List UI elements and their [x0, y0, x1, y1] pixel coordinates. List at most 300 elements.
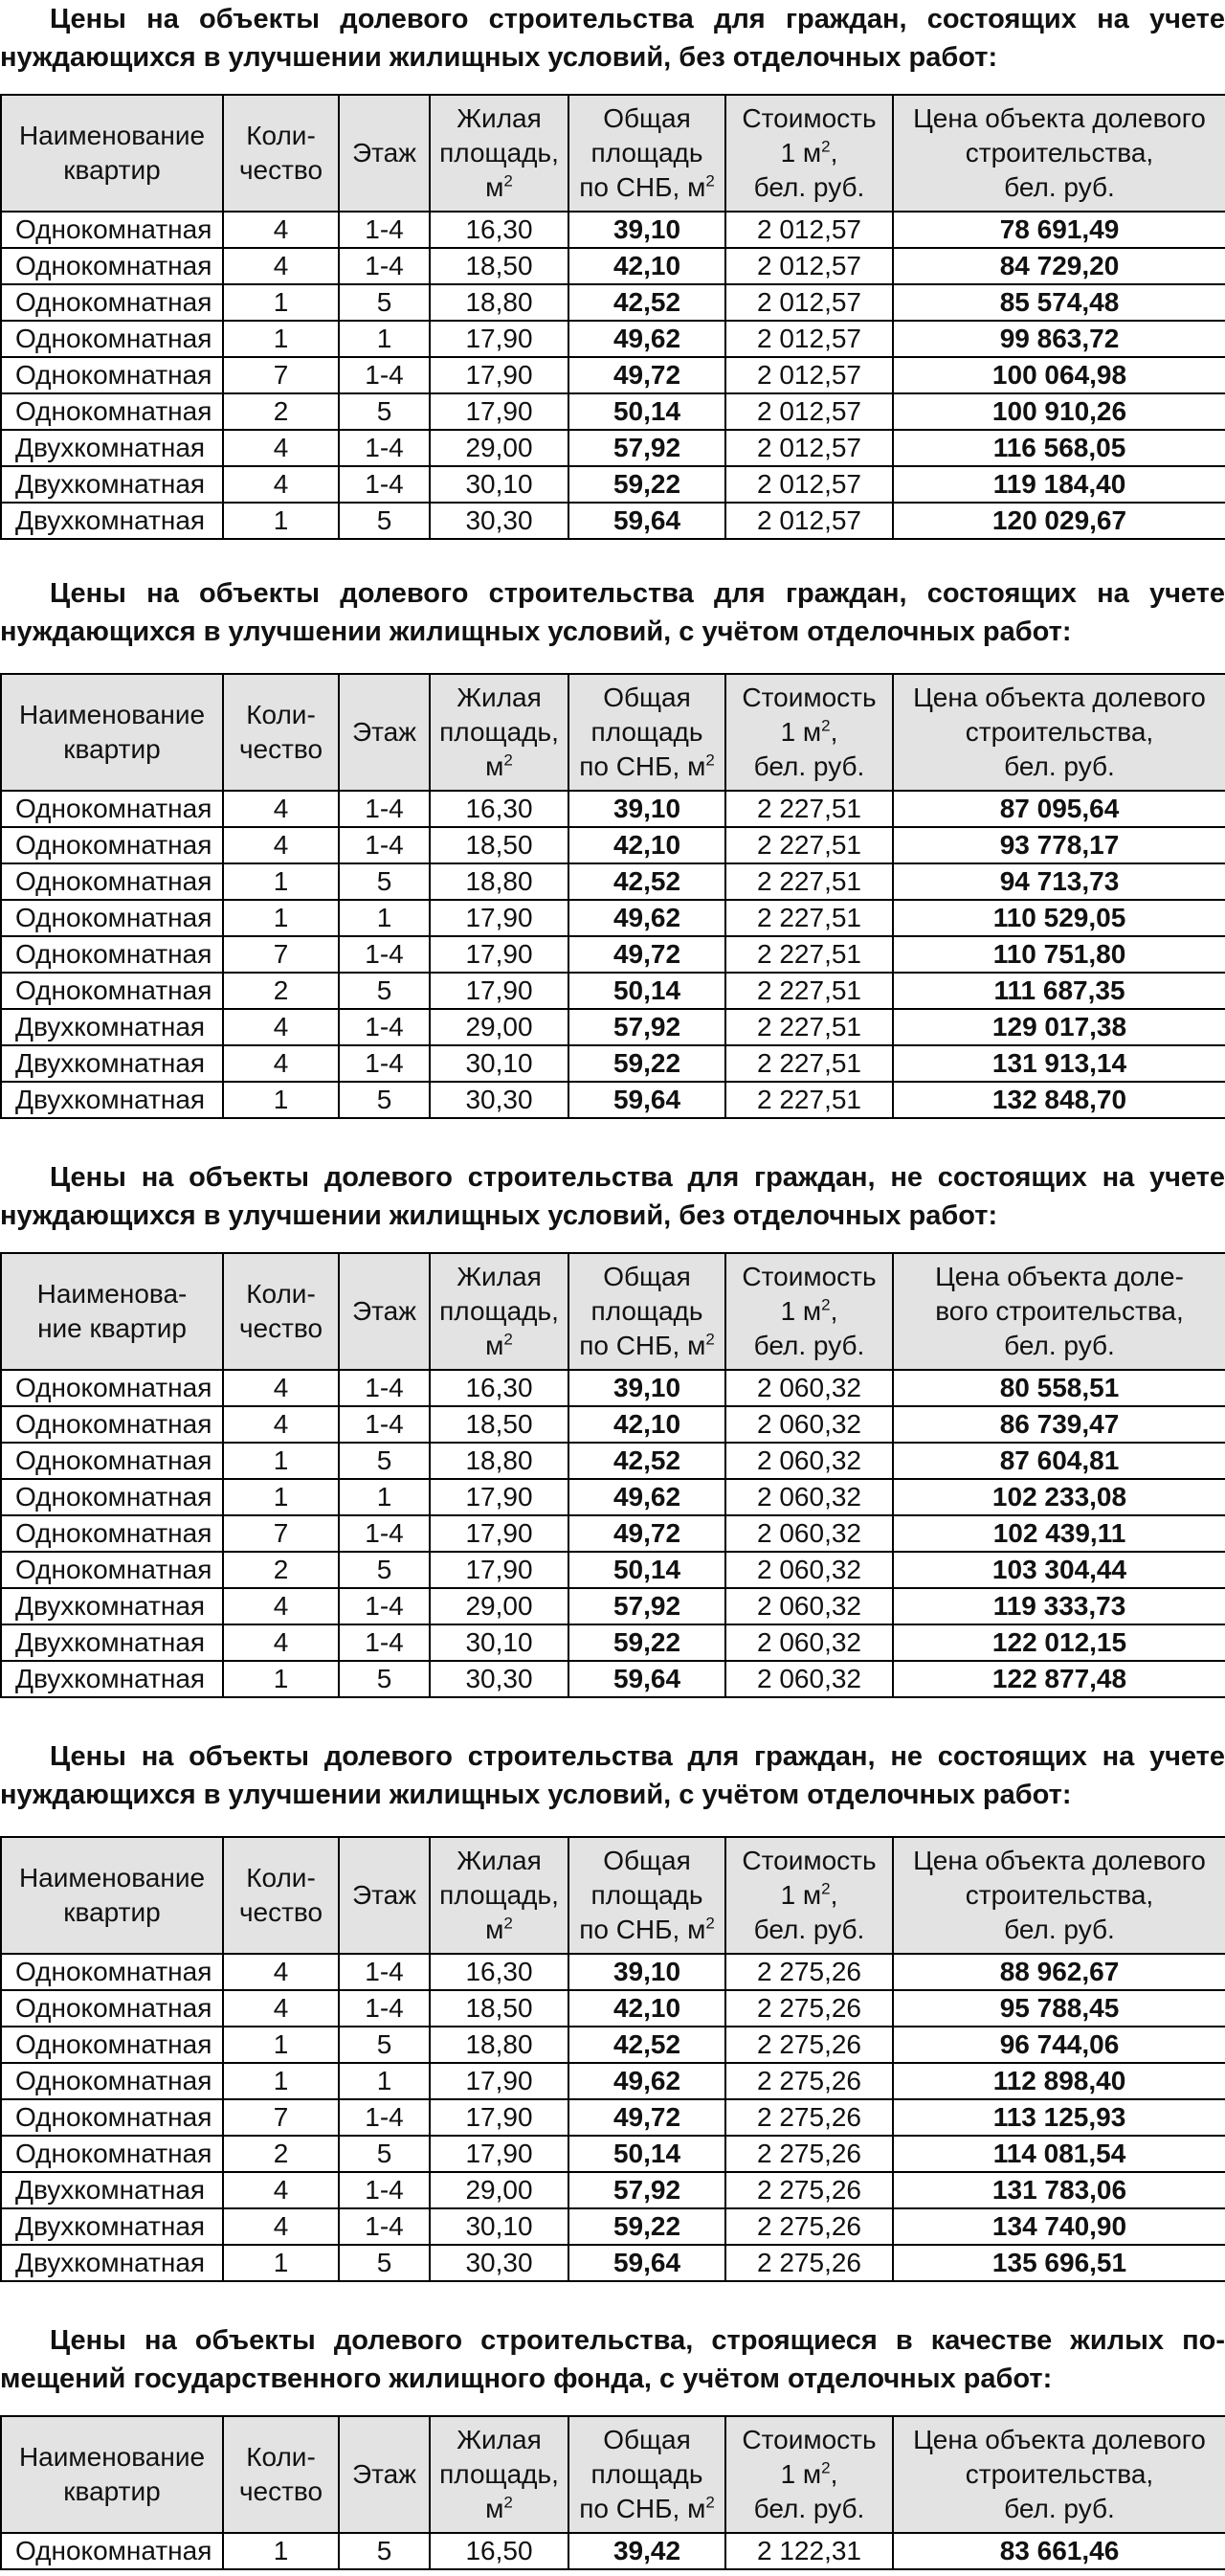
- cell-total-area: 59,22: [568, 466, 725, 503]
- price-table: [0, 673, 1225, 1119]
- column-header-label: Этаж: [352, 1880, 416, 1910]
- cell-living-area: 29,00: [430, 430, 568, 466]
- cell-living-area: 18,50: [430, 1406, 568, 1443]
- table-header-row: [1, 1837, 1225, 1954]
- table-header-row: [1, 95, 1225, 212]
- column-header-label: Наименова- ние квартир: [36, 1279, 188, 1343]
- table-row: [1, 212, 1225, 248]
- cell-living-area: 30,10: [430, 2208, 568, 2245]
- table-row: [1, 1443, 1225, 1479]
- cell-count: 4: [223, 248, 339, 284]
- column-header-price-per-m2: [725, 95, 893, 212]
- cell-total-price: 86 739,47: [893, 1406, 1225, 1443]
- cell-living-area: 16,30: [430, 1370, 568, 1406]
- cell-total-area: 39,10: [568, 1954, 725, 1990]
- cell-total-price: 111 687,35: [893, 973, 1225, 1009]
- cell-total-area: 49,72: [568, 2099, 725, 2136]
- table-row: [1, 1082, 1225, 1118]
- cell-name: Однокомнатная: [1, 1479, 223, 1515]
- cell-count: 4: [223, 1954, 339, 1990]
- column-header-count: [223, 1253, 339, 1370]
- cell-count: 4: [223, 1588, 339, 1624]
- cell-total-price: 131 783,06: [893, 2172, 1225, 2208]
- cell-floor: 5: [339, 393, 430, 430]
- cell-price-per-m2: 2 275,26: [725, 2245, 893, 2281]
- cell-total-price: 103 304,44: [893, 1552, 1225, 1588]
- column-header-label: Цена объекта долевого строительства, бел. руб.: [913, 683, 1206, 781]
- cell-floor: 1-4: [339, 1954, 430, 1990]
- cell-count: 1: [223, 2063, 339, 2099]
- cell-price-per-m2: 2 060,32: [725, 1624, 893, 1661]
- cell-floor: 1-4: [339, 1588, 430, 1624]
- section-title: [0, 2321, 1225, 2398]
- cell-total-price: 120 029,67: [893, 503, 1225, 539]
- cell-floor: 1: [339, 2063, 430, 2099]
- column-header-label: Стоимость 1 $м^2$, бел. руб.: [742, 683, 877, 781]
- price-table: [0, 1836, 1225, 2282]
- cell-living-area: 17,90: [430, 357, 568, 393]
- cell-floor: 5: [339, 2245, 430, 2281]
- cell-name: Однокомнатная: [1, 1406, 223, 1443]
- cell-total-area: 39,42: [568, 2533, 725, 2569]
- cell-living-area: 16,50: [430, 2533, 568, 2569]
- cell-count: 4: [223, 827, 339, 863]
- cell-count: 4: [223, 466, 339, 503]
- cell-price-per-m2: 2 275,26: [725, 2172, 893, 2208]
- cell-total-area: 39,10: [568, 212, 725, 248]
- table-header-row: [1, 2416, 1225, 2533]
- cell-price-per-m2: 2 060,32: [725, 1552, 893, 1588]
- cell-floor: 1-4: [339, 1045, 430, 1082]
- cell-name: Однокомнатная: [1, 212, 223, 248]
- column-header-living-area: [430, 1253, 568, 1370]
- cell-count: 1: [223, 2245, 339, 2281]
- cell-price-per-m2: 2 012,57: [725, 430, 893, 466]
- cell-count: 1: [223, 284, 339, 321]
- cell-living-area: 29,00: [430, 1588, 568, 1624]
- table-row: [1, 900, 1225, 936]
- cell-total-price: 131 913,14: [893, 1045, 1225, 1082]
- column-header-label: Стоимость 1 $м^2$, бел. руб.: [742, 1846, 877, 1944]
- cell-count: 4: [223, 1009, 339, 1045]
- cell-total-area: 42,10: [568, 827, 725, 863]
- cell-total-area: 50,14: [568, 1552, 725, 1588]
- table-row: [1, 1515, 1225, 1552]
- table-row: [1, 430, 1225, 466]
- cell-floor: 1-4: [339, 430, 430, 466]
- cell-count: 2: [223, 393, 339, 430]
- cell-floor: 1-4: [339, 791, 430, 827]
- cell-total-area: 49,72: [568, 1515, 725, 1552]
- cell-total-price: 119 333,73: [893, 1588, 1225, 1624]
- column-header-price-per-m2: [725, 1837, 893, 1954]
- cell-name: Однокомнатная: [1, 393, 223, 430]
- cell-total-area: 42,52: [568, 863, 725, 900]
- cell-price-per-m2: 2 060,32: [725, 1479, 893, 1515]
- cell-total-price: 88 962,67: [893, 1954, 1225, 1990]
- section-title-line2: мещений государственного жилищного фонда, с учётом отделочных работ:: [0, 2363, 1053, 2394]
- column-header-total-price: [893, 1253, 1225, 1370]
- cell-living-area: 29,00: [430, 2172, 568, 2208]
- table-row: [1, 284, 1225, 321]
- cell-name: Однокомнатная: [1, 357, 223, 393]
- cell-count: 4: [223, 430, 339, 466]
- cell-total-price: 110 751,80: [893, 936, 1225, 973]
- table-row: [1, 2245, 1225, 2281]
- cell-living-area: 17,90: [430, 936, 568, 973]
- table-row: [1, 1954, 1225, 1990]
- column-header-label: Наименование квартир: [18, 121, 206, 185]
- cell-name: Однокомнатная: [1, 863, 223, 900]
- cell-living-area: 17,90: [430, 2099, 568, 2136]
- cell-floor: 1-4: [339, 466, 430, 503]
- column-header-living-area: [430, 1837, 568, 1954]
- table-row: [1, 2172, 1225, 2208]
- table-row: [1, 936, 1225, 973]
- cell-count: 1: [223, 1443, 339, 1479]
- table-row: [1, 1624, 1225, 1661]
- cell-name: Однокомнатная: [1, 2027, 223, 2063]
- cell-count: 2: [223, 973, 339, 1009]
- cell-living-area: 18,50: [430, 248, 568, 284]
- column-header-living-area: [430, 95, 568, 212]
- cell-count: 1: [223, 1082, 339, 1118]
- cell-total-area: 59,64: [568, 1661, 725, 1697]
- cell-living-area: 29,00: [430, 1009, 568, 1045]
- cell-price-per-m2: 2 275,26: [725, 2136, 893, 2172]
- column-header-label: Коли- чество: [238, 1863, 323, 1927]
- column-header-total-price: [893, 95, 1225, 212]
- cell-floor: 1: [339, 1479, 430, 1515]
- cell-total-area: 50,14: [568, 973, 725, 1009]
- cell-name: Однокомнатная: [1, 284, 223, 321]
- cell-total-price: 135 696,51: [893, 2245, 1225, 2281]
- cell-price-per-m2: 2 227,51: [725, 791, 893, 827]
- section-title-line1: Цены на объекты долевого строительства, строящиеся в качестве жилых по-: [50, 2325, 1225, 2356]
- cell-living-area: 17,90: [430, 973, 568, 1009]
- cell-floor: 1-4: [339, 1009, 430, 1045]
- cell-living-area: 16,30: [430, 791, 568, 827]
- cell-total-area: 49,62: [568, 900, 725, 936]
- cell-name: Однокомнатная: [1, 827, 223, 863]
- column-header-floor: [339, 1837, 430, 1954]
- column-header-label: Общая площадь по СНБ, $м^2$: [579, 683, 715, 781]
- cell-total-area: 42,52: [568, 284, 725, 321]
- cell-living-area: 17,90: [430, 900, 568, 936]
- cell-floor: 1-4: [339, 2208, 430, 2245]
- cell-total-price: 122 877,48: [893, 1661, 1225, 1697]
- cell-living-area: 30,30: [430, 1661, 568, 1697]
- cell-living-area: 17,90: [430, 1515, 568, 1552]
- cell-living-area: 18,80: [430, 2027, 568, 2063]
- section-title: [0, 574, 1225, 651]
- column-header-label: Этаж: [352, 2459, 416, 2489]
- cell-price-per-m2: 2 227,51: [725, 863, 893, 900]
- cell-price-per-m2: 2 060,32: [725, 1588, 893, 1624]
- cell-price-per-m2: 2 275,26: [725, 2063, 893, 2099]
- cell-name: Однокомнатная: [1, 1954, 223, 1990]
- cell-total-price: 110 529,05: [893, 900, 1225, 936]
- cell-total-price: 116 568,05: [893, 430, 1225, 466]
- cell-name: Однокомнатная: [1, 973, 223, 1009]
- table-row: [1, 393, 1225, 430]
- column-header-label: Коли- чество: [238, 1279, 323, 1343]
- cell-name: Однокомнатная: [1, 936, 223, 973]
- table-row: [1, 2136, 1225, 2172]
- cell-floor: 1-4: [339, 1406, 430, 1443]
- cell-price-per-m2: 2 227,51: [725, 827, 893, 863]
- column-header-total-area: [568, 1837, 725, 1954]
- cell-price-per-m2: 2 227,51: [725, 1082, 893, 1118]
- column-header-price-per-m2: [725, 674, 893, 791]
- cell-name: Двухкомнатная: [1, 2172, 223, 2208]
- column-header-total-area: [568, 1253, 725, 1370]
- cell-name: Однокомнатная: [1, 2533, 223, 2569]
- cell-name: Двухкомнатная: [1, 503, 223, 539]
- cell-total-price: 83 661,46: [893, 2533, 1225, 2569]
- cell-price-per-m2: 2 227,51: [725, 973, 893, 1009]
- cell-total-price: 112 898,40: [893, 2063, 1225, 2099]
- cell-living-area: 30,10: [430, 1624, 568, 1661]
- cell-price-per-m2: 2 275,26: [725, 1990, 893, 2027]
- price-table: [0, 2415, 1225, 2570]
- cell-total-price: 87 095,64: [893, 791, 1225, 827]
- cell-floor: 5: [339, 2136, 430, 2172]
- cell-floor: 1-4: [339, 2172, 430, 2208]
- table-row: [1, 1990, 1225, 2027]
- table-row: [1, 1009, 1225, 1045]
- cell-count: 7: [223, 1515, 339, 1552]
- cell-living-area: 18,50: [430, 1990, 568, 2027]
- cell-living-area: 17,90: [430, 1479, 568, 1515]
- cell-total-area: 57,92: [568, 1588, 725, 1624]
- cell-name: Двухкомнатная: [1, 1009, 223, 1045]
- cell-name: Однокомнатная: [1, 248, 223, 284]
- cell-price-per-m2: 2 275,26: [725, 1954, 893, 1990]
- column-header-total-area: [568, 2416, 725, 2533]
- cell-price-per-m2: 2 012,57: [725, 284, 893, 321]
- section-title-line1: Цены на объекты долевого строительства для граждан, не состоящих на учете: [50, 1741, 1225, 1772]
- cell-total-price: 84 729,20: [893, 248, 1225, 284]
- cell-floor: 1-4: [339, 1624, 430, 1661]
- cell-total-area: 42,10: [568, 248, 725, 284]
- cell-floor: 5: [339, 863, 430, 900]
- cell-count: 4: [223, 1370, 339, 1406]
- cell-total-area: 49,72: [568, 936, 725, 973]
- cell-total-area: 50,14: [568, 393, 725, 430]
- column-header-label: Коли- чество: [238, 121, 323, 185]
- table-row: [1, 973, 1225, 1009]
- cell-price-per-m2: 2 227,51: [725, 900, 893, 936]
- cell-total-price: 134 740,90: [893, 2208, 1225, 2245]
- section-title-line1: Цены на объекты долевого строительства для граждан, состоящих на учете: [50, 578, 1225, 609]
- cell-living-area: 16,30: [430, 212, 568, 248]
- cell-total-area: 59,64: [568, 1082, 725, 1118]
- table-row: [1, 357, 1225, 393]
- column-header-total-price: [893, 1837, 1225, 1954]
- column-header-floor: [339, 674, 430, 791]
- cell-total-area: 59,22: [568, 1624, 725, 1661]
- cell-count: 4: [223, 791, 339, 827]
- cell-total-area: 59,64: [568, 2245, 725, 2281]
- cell-count: 4: [223, 2172, 339, 2208]
- cell-count: 4: [223, 2208, 339, 2245]
- cell-price-per-m2: 2 060,32: [725, 1370, 893, 1406]
- column-header-floor: [339, 95, 430, 212]
- column-header-living-area: [430, 674, 568, 791]
- cell-name: Двухкомнатная: [1, 1082, 223, 1118]
- cell-living-area: 30,10: [430, 1045, 568, 1082]
- cell-total-area: 49,62: [568, 1479, 725, 1515]
- cell-price-per-m2: 2 275,26: [725, 2208, 893, 2245]
- cell-total-price: 87 604,81: [893, 1443, 1225, 1479]
- cell-count: 7: [223, 936, 339, 973]
- cell-total-price: 114 081,54: [893, 2136, 1225, 2172]
- cell-name: Однокомнатная: [1, 2099, 223, 2136]
- cell-total-area: 59,22: [568, 1045, 725, 1082]
- cell-living-area: 18,80: [430, 284, 568, 321]
- price-table: [0, 94, 1225, 540]
- cell-total-area: 39,10: [568, 791, 725, 827]
- cell-name: Однокомнатная: [1, 1515, 223, 1552]
- cell-count: 7: [223, 2099, 339, 2136]
- table-row: [1, 2063, 1225, 2099]
- cell-name: Двухкомнатная: [1, 1624, 223, 1661]
- table-row: [1, 2099, 1225, 2136]
- cell-price-per-m2: 2 060,32: [725, 1443, 893, 1479]
- column-header-floor: [339, 1253, 430, 1370]
- cell-price-per-m2: 2 227,51: [725, 1009, 893, 1045]
- cell-living-area: 16,30: [430, 1954, 568, 1990]
- cell-floor: 1-4: [339, 357, 430, 393]
- column-header-price-per-m2: [725, 2416, 893, 2533]
- column-header-total-area: [568, 674, 725, 791]
- column-header-label: Наименование квартир: [18, 700, 206, 764]
- cell-total-price: 96 744,06: [893, 2027, 1225, 2063]
- column-header-label: Общая площадь по СНБ, $м^2$: [579, 1846, 715, 1944]
- cell-count: 4: [223, 1990, 339, 2027]
- cell-total-area: 42,52: [568, 1443, 725, 1479]
- cell-floor: 5: [339, 2533, 430, 2569]
- table-header-row: [1, 674, 1225, 791]
- cell-total-area: 49,72: [568, 357, 725, 393]
- cell-name: Двухкомнатная: [1, 1661, 223, 1697]
- cell-floor: 1: [339, 321, 430, 357]
- column-header-label: Цена объекта доле- вого строительства, бел. руб.: [935, 1262, 1184, 1360]
- column-header-name: [1, 1253, 223, 1370]
- cell-count: 4: [223, 212, 339, 248]
- cell-total-area: 39,10: [568, 1370, 725, 1406]
- column-header-total-area: [568, 95, 725, 212]
- column-header-label: Цена объекта долевого строительства, бел. руб.: [913, 103, 1206, 202]
- cell-living-area: 30,30: [430, 2245, 568, 2281]
- section-title: [0, 1737, 1225, 1814]
- table-row: [1, 1045, 1225, 1082]
- cell-floor: 1-4: [339, 212, 430, 248]
- cell-count: 1: [223, 900, 339, 936]
- cell-total-area: 59,22: [568, 2208, 725, 2245]
- cell-floor: 5: [339, 1082, 430, 1118]
- column-header-label: Коли- чество: [238, 700, 323, 764]
- cell-price-per-m2: 2 012,57: [725, 321, 893, 357]
- cell-floor: 5: [339, 1661, 430, 1697]
- cell-price-per-m2: 2 012,57: [725, 466, 893, 503]
- cell-count: 1: [223, 1479, 339, 1515]
- table-row: [1, 1479, 1225, 1515]
- cell-total-price: 132 848,70: [893, 1082, 1225, 1118]
- cell-count: 4: [223, 1045, 339, 1082]
- section-title-line2: нуждающихся в улучшении жилищных условий, без отделочных работ:: [0, 1200, 998, 1231]
- cell-total-price: 78 691,49: [893, 212, 1225, 248]
- cell-count: 1: [223, 863, 339, 900]
- cell-total-price: 80 558,51: [893, 1370, 1225, 1406]
- cell-floor: 5: [339, 284, 430, 321]
- cell-name: Однокомнатная: [1, 1552, 223, 1588]
- column-header-label: Цена объекта долевого строительства, бел. руб.: [913, 1846, 1206, 1944]
- cell-total-price: 113 125,93: [893, 2099, 1225, 2136]
- cell-price-per-m2: 2 012,57: [725, 248, 893, 284]
- cell-total-price: 95 788,45: [893, 1990, 1225, 2027]
- section-title: [0, 1158, 1225, 1235]
- cell-living-area: 30,30: [430, 503, 568, 539]
- column-header-count: [223, 95, 339, 212]
- column-header-name: [1, 674, 223, 791]
- table-row: [1, 1588, 1225, 1624]
- column-header-label: Этаж: [352, 138, 416, 168]
- table-row: [1, 2027, 1225, 2063]
- table-row: [1, 791, 1225, 827]
- cell-count: 4: [223, 1624, 339, 1661]
- cell-name: Двухкомнатная: [1, 1045, 223, 1082]
- cell-total-area: 57,92: [568, 430, 725, 466]
- cell-name: Однокомнатная: [1, 791, 223, 827]
- cell-living-area: 30,30: [430, 1082, 568, 1118]
- cell-count: 1: [223, 2027, 339, 2063]
- cell-price-per-m2: 2 060,32: [725, 1406, 893, 1443]
- cell-total-price: 85 574,48: [893, 284, 1225, 321]
- cell-name: Двухкомнатная: [1, 466, 223, 503]
- cell-living-area: 17,90: [430, 393, 568, 430]
- cell-floor: 1-4: [339, 248, 430, 284]
- cell-floor: 1-4: [339, 936, 430, 973]
- column-header-label: Стоимость 1 $м^2$, бел. руб.: [742, 1262, 877, 1360]
- cell-total-price: 100 064,98: [893, 357, 1225, 393]
- cell-floor: 1-4: [339, 827, 430, 863]
- column-header-label: Жилая площадь, $м^2$: [439, 103, 559, 202]
- column-header-label: Общая площадь по СНБ, $м^2$: [579, 2425, 715, 2523]
- column-header-floor: [339, 2416, 430, 2533]
- section-title-line2: нуждающихся в улучшении жилищных условий, с учётом отделочных работ:: [0, 616, 1072, 647]
- cell-count: 1: [223, 321, 339, 357]
- price-table: [0, 1252, 1225, 1698]
- cell-total-price: 122 012,15: [893, 1624, 1225, 1661]
- cell-floor: 1-4: [339, 1515, 430, 1552]
- cell-name: Двухкомнатная: [1, 430, 223, 466]
- table-row: [1, 827, 1225, 863]
- table-row: [1, 466, 1225, 503]
- cell-floor: 5: [339, 503, 430, 539]
- cell-living-area: 17,90: [430, 1552, 568, 1588]
- column-header-label: Жилая площадь, $м^2$: [439, 683, 559, 781]
- cell-total-area: 59,64: [568, 503, 725, 539]
- cell-price-per-m2: 2 227,51: [725, 1045, 893, 1082]
- cell-count: 1: [223, 1661, 339, 1697]
- cell-total-area: 57,92: [568, 1009, 725, 1045]
- column-header-label: Коли- чество: [238, 2442, 323, 2506]
- column-header-name: [1, 2416, 223, 2533]
- cell-name: Однокомнатная: [1, 900, 223, 936]
- cell-price-per-m2: 2 060,32: [725, 1515, 893, 1552]
